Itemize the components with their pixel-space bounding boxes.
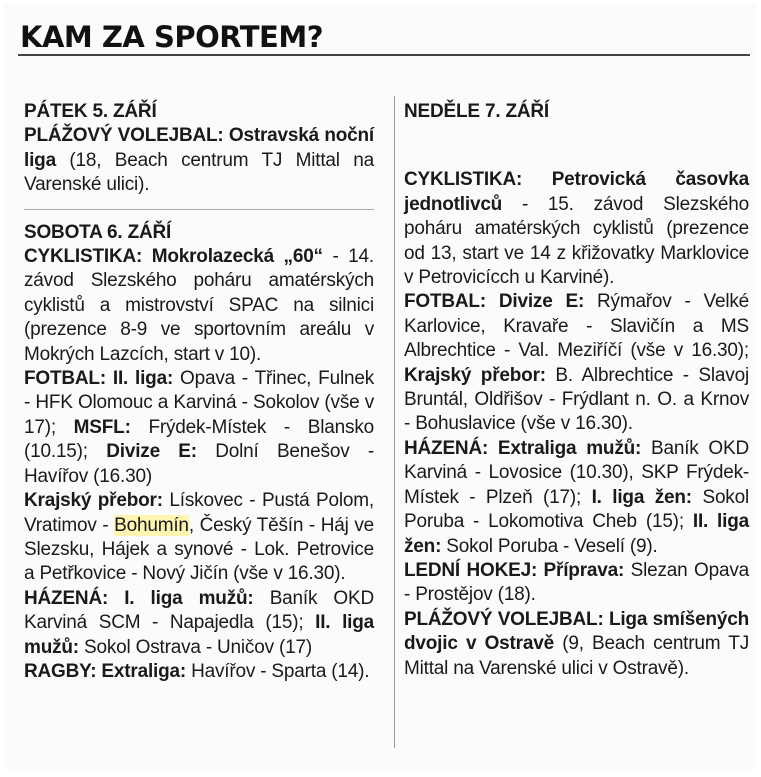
- listing-text: Sokol Ostrava - Uničov (17): [78, 636, 312, 658]
- listing-text: Havířov - Sparta (14).: [186, 660, 370, 682]
- column-divider: [394, 96, 395, 748]
- spacer: [404, 146, 749, 168]
- listing-text: Sokol Poruba - Veselí (9).: [441, 535, 658, 557]
- listing-text: Baník OKD Karviná - Lovosice (10.30), SKP Frýdek-Místek - Plzeň (17);: [404, 437, 749, 508]
- sport-label: PLÁŽOVÝ VOLEJBAL: Ostravská noční liga: [24, 125, 374, 171]
- highlighted-team: Bohumín: [114, 514, 189, 536]
- listing-entry: [24, 587, 374, 660]
- sport-label: RAGBY: Extraliga:: [24, 660, 186, 682]
- listing-text: Dolní Benešov - Havířov (16.30): [24, 441, 374, 487]
- league-label: II. liga žen:: [404, 511, 749, 557]
- listing-text: Opava - Třinec, Fulnek - HFK Olomouc a Karviná - Sokolov (vše v 17);: [24, 368, 375, 438]
- title-rule: [18, 54, 750, 56]
- listing-entry: [24, 367, 374, 489]
- league-label: Divize E:: [106, 441, 197, 463]
- league-label: Krajský přebor:: [404, 364, 546, 386]
- listing-entry: [404, 608, 749, 681]
- newspaper-clipping: [4, 4, 756, 770]
- sport-label: FOTBAL: II. liga:: [24, 368, 174, 390]
- listing-text: Frýdek-Místek - Blansko (10.15);: [24, 416, 374, 463]
- listing-text: (18, Beach centrum TJ Mittal na Varenské ulici).: [24, 149, 374, 196]
- sport-label: PLÁŽOVÝ VOLEJBAL: Liga smíšených dvojic v Ostravě: [404, 608, 749, 655]
- sport-label: HÁZENÁ: I. liga mužů:: [24, 587, 254, 609]
- listing-entry: [24, 489, 374, 587]
- sport-label: FOTBAL: Divize E:: [404, 291, 585, 313]
- listing-text: (9, Beach centrum TJ Mittal na Varenské ulici v Ostravě).: [404, 633, 749, 679]
- league-label: Krajský přebor:: [24, 490, 163, 512]
- listing-text: Lískovec - Pustá Polom, Vratimov -: [24, 490, 374, 536]
- right-column: [404, 100, 749, 681]
- day-heading-friday: PÁTEK 5. ZÁŘÍ: [24, 101, 157, 122]
- listing-text: - 14. závod Slezského poháru amatérských cyklistů a mistrovství SPAC na silnici (prezence 8-9 ve sportovním areálu v Mokrých Lazcích, start v 10).: [24, 246, 374, 365]
- listing-entry: [404, 290, 749, 436]
- listing-text: Slezan Opava - Prostějov (18).: [404, 559, 749, 606]
- listing-entry: [24, 660, 374, 684]
- left-column: [24, 100, 374, 684]
- day-heading-sunday: NEDĚLE 7. ZÁŘÍ: [404, 101, 549, 122]
- listing-text: Baník OKD Karviná SCM - Napajedla (15);: [24, 587, 374, 634]
- listing-entry: [404, 437, 749, 559]
- listing-text: , Český Těšín - Háj ve Slezsku, Hájek a synové - Lok. Petrovice a Petřkovice - Nový Jičín (vše v 16.30).: [24, 514, 374, 585]
- sport-label: CYKLISTIKA: Mokrolazecká „60“: [24, 246, 323, 268]
- league-label: MSFL:: [73, 416, 131, 438]
- listing-text: B. Albrechtice - Slavoj Bruntál, Oldřišov - Frýdlant n. O. a Krnov - Bohuslavice (vše v 16.30).: [404, 364, 749, 435]
- sport-label: LEDNÍ HOKEJ: Příprava:: [404, 559, 625, 581]
- spacer: [404, 124, 749, 146]
- page-title: KAM ZA SPORTEM?: [20, 20, 324, 54]
- listing-entry: [24, 124, 374, 197]
- listing-entry: [404, 559, 749, 608]
- day-heading-saturday: SOBOTA 6. ZÁŘÍ: [24, 221, 172, 243]
- league-label: II. liga mužů:: [24, 612, 374, 658]
- listing-entry: [404, 168, 749, 290]
- section-separator: [24, 209, 374, 210]
- league-label: I. liga žen:: [591, 486, 692, 508]
- listing-text: - 15. závod Slezského poháru amatérských cyklistů (prezence od 13, start ve 14 z křižovatky Marklovice v Petrovicícch u Karviné).: [404, 193, 749, 289]
- sport-label: CYKLISTIKA: Petrovická časovka jednotlivců: [404, 169, 749, 215]
- sport-label: HÁZENÁ: Extraliga mužů:: [404, 437, 642, 459]
- listing-entry: [24, 245, 374, 367]
- listing-text: Sokol Poruba - Lokomotiva Cheb (15);: [404, 486, 749, 533]
- listing-text: Rýmařov - Velké Karlovice, Kravaře - Slavičín a MS Albrechtice - Val. Meziříčí (vše v 16.30);: [404, 291, 750, 362]
